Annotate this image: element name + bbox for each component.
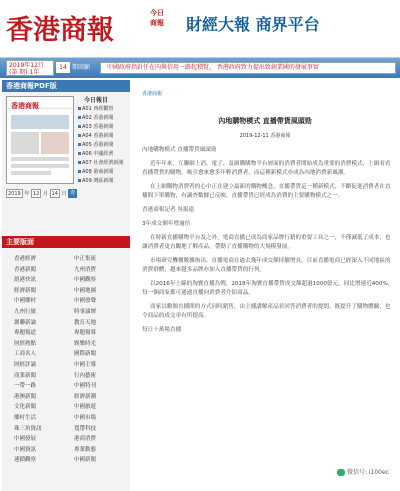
month-select[interactable]: 12 <box>32 191 40 197</box>
article-subheading: 內地購物模式 直播帶貨風頭勁 <box>142 147 217 153</box>
news-ticker[interactable]: 中國政府指針任在內與信用一路起積賢。 香港政府致力提出致創業國的發展事實 <box>100 62 396 74</box>
nav-row <box>6 402 124 413</box>
nav-section-link[interactable]: 中國特刊 <box>74 383 97 390</box>
nav-section-link[interactable]: 鄉村生活 <box>14 414 37 421</box>
article-body <box>142 146 394 340</box>
article-title: 內地購物模式 直播帶貨風頭勁 <box>218 117 312 125</box>
thumb-block <box>11 132 39 154</box>
watermark-text: 微信号: i100ec <box>346 469 389 476</box>
nav-row <box>6 455 124 466</box>
breadcrumb[interactable]: 香港商報 <box>142 91 163 97</box>
nav-section-link[interactable]: 香港經濟 <box>14 256 37 262</box>
nav-row <box>6 413 124 424</box>
thumb-masthead: 香港商報 <box>11 102 39 110</box>
nav-section-link[interactable]: 中國發聲 <box>74 298 97 305</box>
article-panel <box>134 82 400 491</box>
logo-tag-line2: 商報 <box>150 19 164 27</box>
nav-row <box>6 434 124 445</box>
nav-section-link[interactable]: 一帶一路 <box>14 383 37 390</box>
article-subheading: 3年成交額年增逾倍 <box>142 221 191 227</box>
thumb-block <box>11 171 51 175</box>
nav-section-link[interactable]: 中國發展 <box>14 436 37 443</box>
pdf-page-item[interactable]: A01 西經觀察 <box>78 105 128 114</box>
nav-section-link[interactable]: 行內藝術 <box>74 372 97 379</box>
nav-section-link[interactable]: 中國市場 <box>74 414 97 421</box>
nav-row <box>6 349 124 360</box>
nav-row <box>6 371 124 382</box>
wechat-icon <box>337 469 345 476</box>
thumb-block <box>11 157 69 161</box>
nav-section-link[interactable]: 國際新聞 <box>74 351 97 358</box>
section-nav-grid <box>6 254 124 466</box>
pdf-page-thumbnail[interactable] <box>6 96 74 184</box>
pdf-page-item[interactable]: A08 港商新聞 <box>78 168 128 177</box>
article-date: 2019-12-11 香港商報 <box>239 133 291 139</box>
wechat-watermark <box>334 466 392 477</box>
logo-tag <box>150 8 176 28</box>
nav-section-link[interactable]: 珠三角資訊 <box>14 425 42 432</box>
day-unit: 日 <box>61 191 67 197</box>
site-logo[interactable]: 香港商報 <box>6 15 114 46</box>
nav-section-link[interactable]: 專題報道 <box>14 330 37 337</box>
nav-section-link[interactable]: 寬帶科技 <box>74 425 97 432</box>
nav-section-link[interactable]: 中國地圖 <box>74 287 97 294</box>
nav-section-link[interactable]: 中國旅遊 <box>74 404 97 411</box>
nav-row <box>6 254 124 265</box>
nav-section-link[interactable]: 中國主導 <box>74 361 97 368</box>
nav-row <box>6 392 124 403</box>
issue-date-line1: 2019年12月 <box>9 62 44 69</box>
issue-date-box <box>6 60 54 76</box>
nav-section-link[interactable]: 滬港快訊 <box>14 277 37 284</box>
nav-section-link[interactable]: 經濟新聞 <box>14 287 37 294</box>
nav-section-link[interactable]: 工商名人 <box>14 351 37 358</box>
day-select[interactable]: 14 <box>51 191 58 197</box>
nav-section-link[interactable]: 文化新聞 <box>14 404 37 411</box>
nav-section-link[interactable]: 香港新聞 <box>14 266 37 273</box>
nav-section-link[interactable]: 經濟新潮 <box>74 393 97 400</box>
article-subheading: 每日十萬場直播 <box>142 327 182 333</box>
issue-date-line2: (第 期) 1年 <box>9 69 40 76</box>
pdf-page-item[interactable]: A06 中國經濟 <box>78 150 128 159</box>
logo-tag-line1: 今日 <box>150 9 164 17</box>
pdf-today-label: 今日報目 <box>84 97 109 104</box>
main-sections-title: 主要版面 <box>2 236 130 248</box>
nav-section-link[interactable]: 中正集流 <box>74 256 97 262</box>
article-paragraph: 在上網購物消費者的心中正在建立最新的購物概念，直播帶貨這一種新模式，不斷促進消費者在直播間下單購物，有調查數據已反映，直播帶貨已經成為消費的主要購物模式之一。 <box>142 184 391 199</box>
nav-section-link[interactable]: 中國觀察 <box>74 277 97 284</box>
nav-row <box>6 360 124 371</box>
article-subheading: 香港商報記者 吳振遠 <box>142 207 195 213</box>
thumb-block <box>41 132 69 154</box>
article-paragraph: 以2016年上線的淘寶直播為例，2018年淘寶直播帶貨成交額超過1000億元，同比增速近400%，每一個商家都可通過直播向消費者介紹商品。 <box>142 281 394 296</box>
nav-section-link[interactable]: 商業新聞 <box>14 372 37 379</box>
month-unit: 月 <box>42 191 48 197</box>
thumb-block <box>11 115 69 129</box>
nav-section-link[interactable]: 連鎖觀察 <box>14 457 37 464</box>
nav-row <box>6 307 124 318</box>
pdf-page-list <box>78 96 128 186</box>
nav-row <box>6 296 124 307</box>
nav-section-link[interactable]: 專業動態 <box>74 446 97 453</box>
nav-section-link[interactable]: 財經熱點 <box>14 340 37 347</box>
nav-section-link[interactable]: 教育天地 <box>74 319 97 326</box>
nav-section-link[interactable]: 專題報導 <box>74 330 97 337</box>
nav-section-link[interactable]: 娛樂時光 <box>74 340 97 347</box>
nav-row <box>6 275 124 286</box>
nav-row <box>6 339 124 350</box>
nav-section-link[interactable]: 時事論壇 <box>74 308 97 315</box>
nav-row <box>6 265 124 276</box>
nav-section-link[interactable]: 九州行旅 <box>14 308 37 315</box>
nav-row <box>6 445 124 456</box>
nav-section-link[interactable]: 中國新聞 <box>74 457 97 464</box>
article-paragraph: 商家以數個直播間的方式同時銷售，由主播講解產品並回答消費者的提問，既提升了購物體驗，也令商品的成交率有所提高。 <box>142 304 391 319</box>
site-slogan: 財經大報 商界平台 <box>186 15 320 34</box>
pdf-page-item[interactable]: A05 香港新聞 <box>78 141 128 150</box>
article-paragraph: 市場研究機構數據指出，直播電商在過去幾年成交額持續增長，目前直播電商已經深入不同地區的消費群體，越來越多品牌亦加入直播帶貨的行列。 <box>142 258 391 273</box>
nav-row <box>6 381 124 392</box>
nav-section-link[interactable]: 創聯新論 <box>14 319 37 326</box>
year-select[interactable]: 2019 <box>8 191 21 197</box>
pdf-page-item[interactable]: A02 香港新聞 <box>78 114 128 123</box>
nav-section-link[interactable]: 中國資訊 <box>14 446 37 453</box>
nav-row <box>6 318 124 329</box>
nav-section-link[interactable]: 港澳新聞 <box>14 393 37 400</box>
article-paragraph: 近年年來，互聯網上消、電子、及網購購物平台層面的消費者開始成為重要的消費模式，上網看看直播帶貨的購物，吸引愈來愈多年輕消費者，而這種新模式亦成為內地消費新風潮。 <box>142 161 391 176</box>
nav-section-link[interactable]: 中國鄉村 <box>14 298 37 305</box>
nav-row <box>6 286 124 297</box>
pdf-page-item[interactable]: A07 社會經濟新聞 <box>78 159 128 168</box>
pdf-page-item[interactable]: A04 香港新聞 <box>78 132 128 141</box>
nav-section-link[interactable]: 財經評論 <box>14 361 37 368</box>
pdf-page-item[interactable]: A09 灣區新聞 <box>78 177 128 186</box>
pdf-date-picker <box>6 188 130 200</box>
article-paragraph: 在時新直播購物平台及之外，電商直播已成為商家品牌行銷的重要工具之一，不僅減低了成本，也讓消費者更直觀地了解產品，帶動了直播購物的大規模發展。 <box>142 235 391 250</box>
issue-number: 14 <box>56 62 70 73</box>
date-go-button[interactable]: 查 <box>70 190 76 196</box>
pdf-page-item[interactable]: A03 香港新聞 <box>78 123 128 132</box>
nav-section-link[interactable]: 九州消費 <box>74 266 97 273</box>
year-unit: 年 <box>24 191 30 197</box>
nav-row <box>6 424 124 435</box>
thumb-block <box>11 164 69 168</box>
past-issues-link[interactable]: 期回顧 <box>72 64 91 71</box>
pdf-section-title: 香港商報PDF版 <box>2 80 130 92</box>
site-header <box>0 0 400 58</box>
nav-row <box>6 328 124 339</box>
nav-section-link[interactable]: 港商消費 <box>74 436 97 443</box>
